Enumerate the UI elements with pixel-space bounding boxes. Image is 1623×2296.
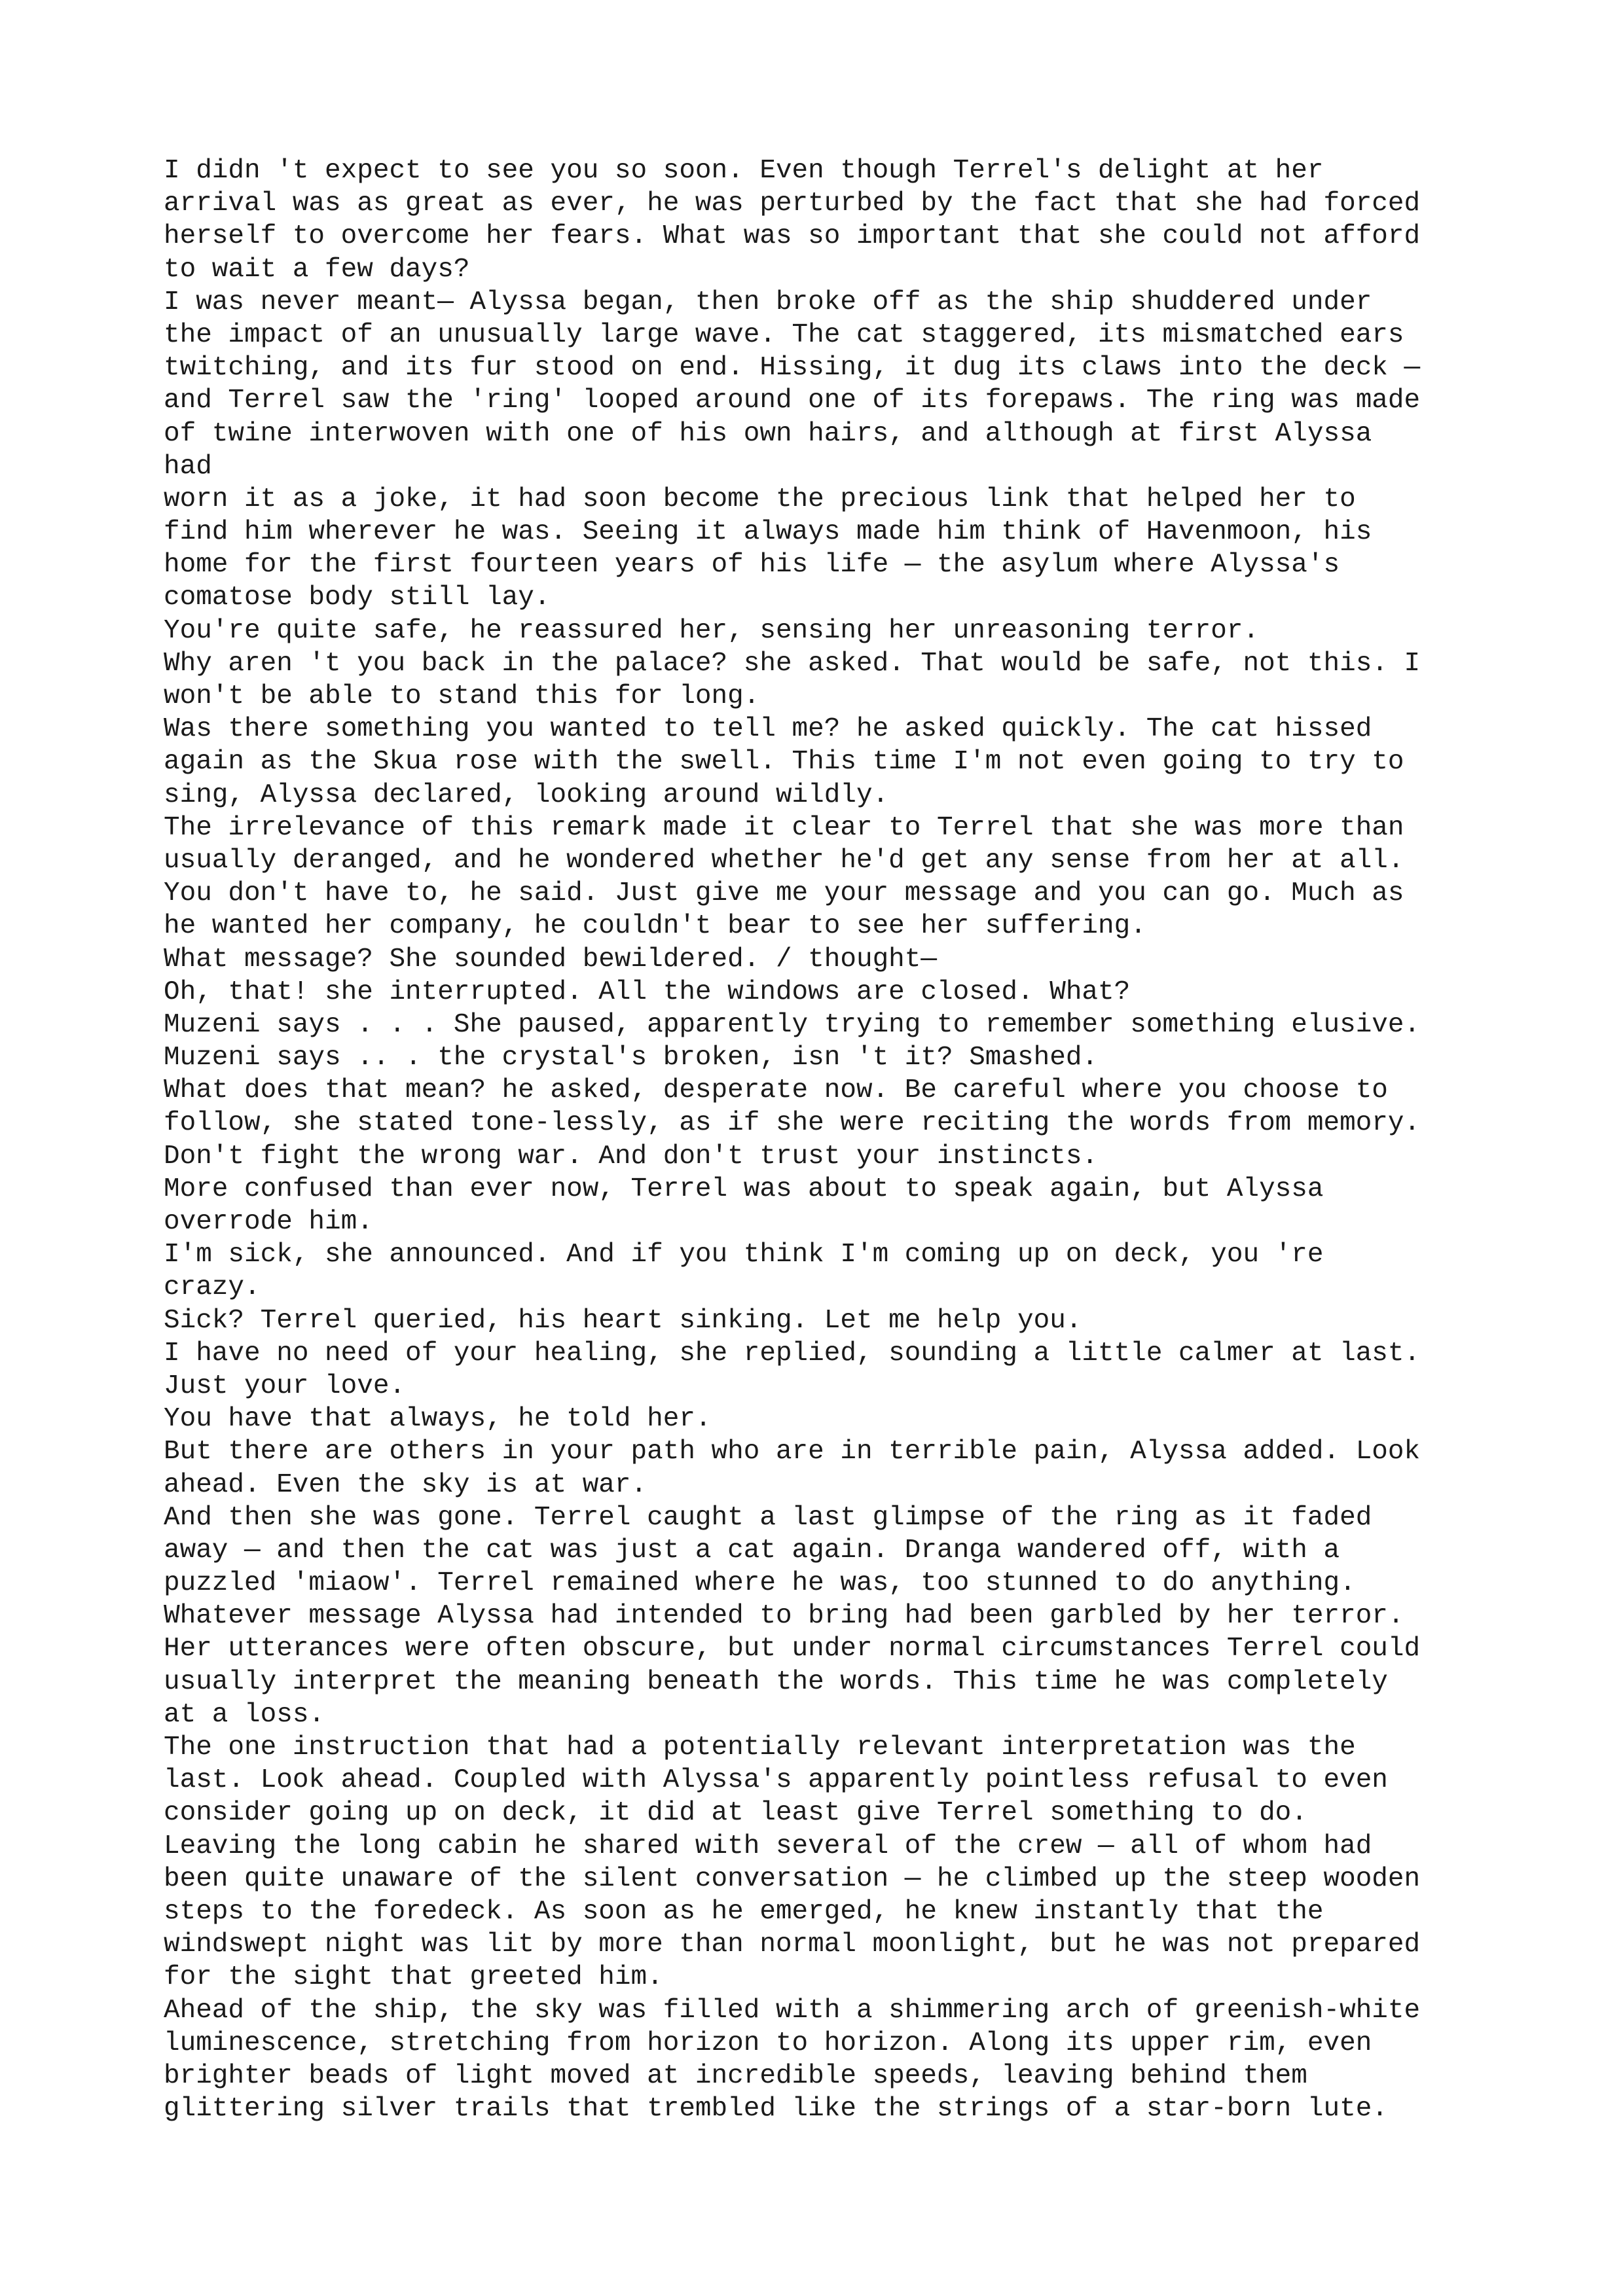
text-line: Ahead of the ship, the sky was filled with a shimmering arch of greenish-white [164,1995,1421,2026]
text-line: of twine interwoven with one of his own hairs, and although at first Alyssa [164,418,1372,449]
text-line: More confused than ever now, Terrel was about to speak again, but Alyssa [164,1174,1324,1204]
text-line: Sick? Terrel queried, his heart sinking. Let me help you. [164,1305,1082,1336]
text-line: What does that mean? he asked, desperate now. Be careful where you choose to [164,1075,1388,1106]
text-line: find him wherever he was. Seeing it always made him think of Havenmoon, his [164,517,1372,548]
text-line: usually deranged, and he wondered whether he'd get any sense from her at all. [164,845,1404,876]
text-line: glittering silver trails that trembled like the strings of a star-born lute. [164,2094,1388,2125]
text-line: puzzled 'miaow'. Terrel remained where he was, too stunned to do anything. [164,1568,1356,1599]
text-line: Muzeni says . . . She paused, apparently trying to remember something elusive. [164,1009,1421,1040]
text-line: had [164,451,212,482]
text-line: windswept night was lit by more than normal moonlight, but he was not prepared [164,1929,1421,1960]
text-line: twitching, and its fur stood on end. Hissing, it dug its claws into the deck — [164,353,1421,384]
text-line: last. Look ahead. Coupled with Alyssa's apparently pointless refusal to even [164,1765,1388,1796]
text-line: Oh, that! she interrupted. All the windows are closed. What? [164,977,1131,1007]
text-line: away — and then the cat was just a cat again. Dranga wandered off, with a [164,1535,1340,1566]
text-line: overrode him. [164,1207,373,1237]
text-line: Muzeni says .. . the crystal's broken, isn 't it? Smashed. [164,1043,1099,1073]
text-line: home for the first fourteen years of his life — the asylum where Alyssa's [164,550,1340,581]
text-line: he wanted her company, he couldn't bear to see her suffering. [164,911,1146,942]
text-line: Why aren 't you back in the palace? she asked. That would be safe, not this. I [164,648,1421,679]
text-line: steps to the foredeck. As soon as he emerged, he knew instantly that the [164,1896,1324,1927]
text-line: You have that always, he told her. [164,1404,712,1435]
text-line: to wait a few days? [164,254,470,285]
text-line: And then she was gone. Terrel caught a last glimpse of the ring as it faded [164,1502,1372,1533]
text-line: crazy. [164,1272,261,1303]
text-line: herself to overcome her fears. What was so important that she could not afford [164,221,1421,252]
text-line: again as the Skua rose with the swell. This time I'm not even going to try to [164,747,1404,778]
text-line: and Terrel saw the 'ring' looped around one of its forepaws. The ring was made [164,386,1421,416]
text-line: brighter beads of light moved at incredible speeds, leaving behind them [164,2060,1307,2091]
text-line: The irrelevance of this remark made it clear to Terrel that she was more than [164,812,1404,843]
text-line: consider going up on deck, it did at least give Terrel something to do. [164,1798,1307,1829]
text-line: I didn 't expect to see you so soon. Even though Terrel's delight at her [164,156,1324,186]
text-line: luminescence, stretching from horizon to horizon. Along its upper rim, even [164,2028,1372,2058]
text-line: at a loss. [164,1699,325,1730]
text-line: Whatever message Alyssa had intended to bring had been garbled by her terror. [164,1601,1404,1632]
text-line: arrival was as great as ever, he was perturbed by the fact that she had forced [164,188,1421,219]
text-line: Leaving the long cabin he shared with several of the crew — all of whom had [164,1831,1372,1861]
text-line: The one instruction that had a potentially relevant interpretation was the [164,1732,1356,1763]
text-line: worn it as a joke, it had soon become the precious link that helped her to [164,484,1356,514]
text-line: But there are others in your path who are in terrible pain, Alyssa added. Look [164,1437,1421,1467]
text-line: You're quite safe, he reassured her, sensing her unreasoning terror. [164,615,1260,646]
text-line: I have no need of your healing, she replied, sounding a little calmer at last. [164,1338,1421,1369]
text-line: What message? She sounded bewildered. / thought— [164,944,937,975]
text-line: follow, she stated tone-lessly, as if she were reciting the words from memory. [164,1108,1421,1139]
document-page [164,154,1473,2125]
text-line: You don't have to, he said. Just give me your message and you can go. Much as [164,878,1404,909]
text-line: Don't fight the wrong war. And don't trust your instincts. [164,1141,1099,1172]
text-line: Her utterances were often obscure, but under normal circumstances Terrel could [164,1634,1421,1664]
text-line: I was never meant— Alyssa began, then broke off as the ship shuddered under [164,287,1372,317]
text-line: been quite unaware of the silent conversation — he climbed up the steep wooden [164,1863,1421,1894]
text-line: usually interpret the meaning beneath the words. This time he was completely [164,1666,1388,1697]
text-line: Just your love. [164,1371,406,1401]
text-line: comatose body still lay. [164,583,551,613]
text-line: sing, Alyssa declared, looking around wildly. [164,780,889,810]
text-line: Was there something you wanted to tell me? he asked quickly. The cat hissed [164,714,1372,745]
text-line: for the sight that greeted him. [164,1962,663,1993]
text-line: ahead. Even the sky is at war. [164,1469,647,1500]
text-line: I'm sick, she announced. And if you think I'm coming up on deck, you 're [164,1240,1324,1270]
text-line: the impact of an unusually large wave. The cat staggered, its mismatched ears [164,319,1404,350]
text-line: won't be able to stand this for long. [164,681,760,711]
